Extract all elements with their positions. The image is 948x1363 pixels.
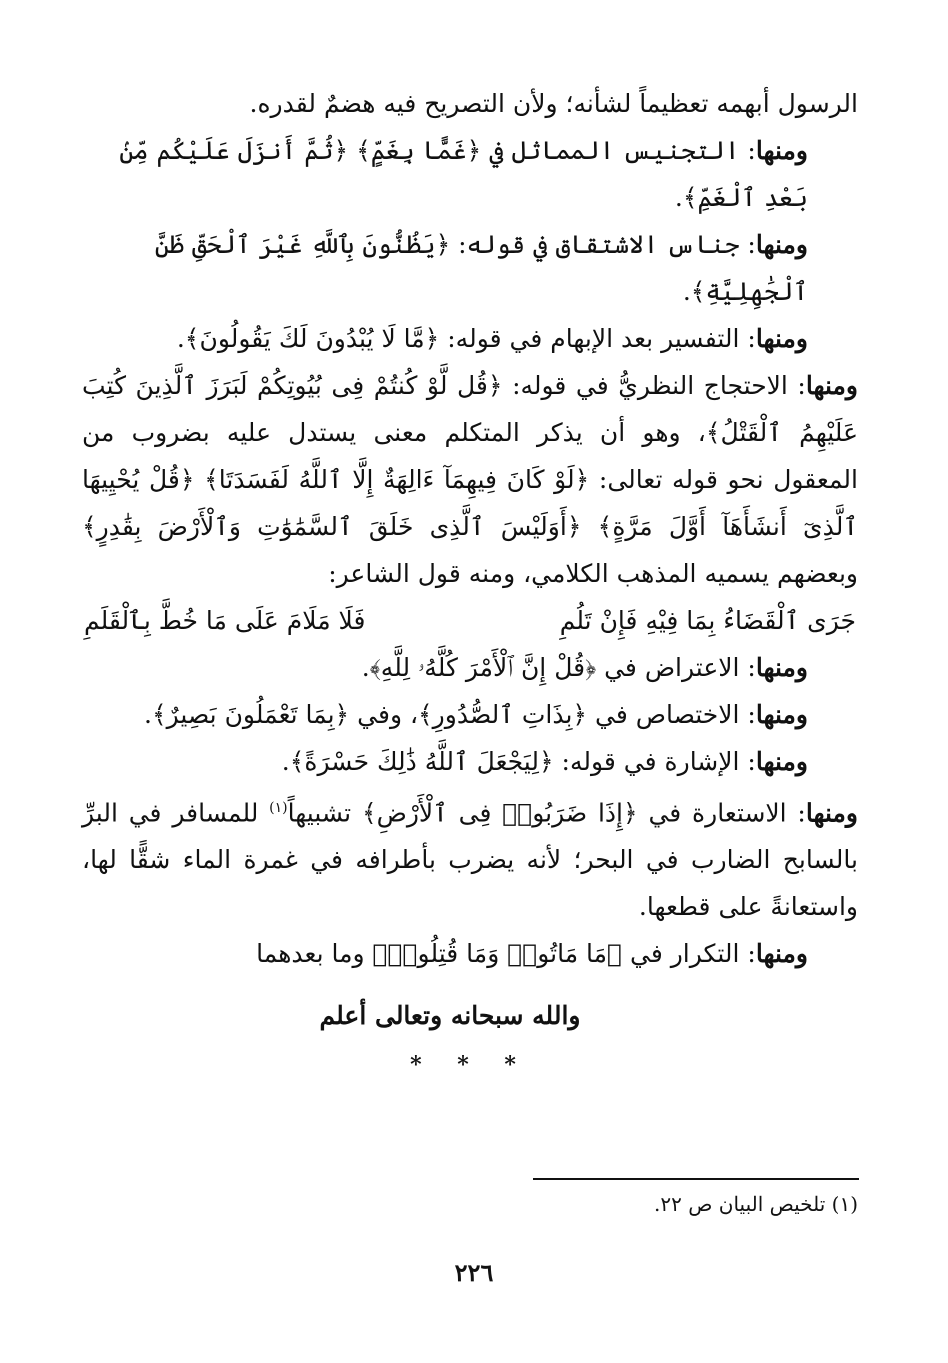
item-tajnis: ومنها: التجنيس المماثل في ﴿غَمًّا بِغَمٍّ﴾ ﴿ثُمَّ أَنزَلَ عَلَيْكُم مِّنۢ بَعْدِ ٱلْغَمِّ﴾. — [119, 136, 808, 212]
footnote-marker: (١) — [269, 800, 288, 816]
page-number: ٢٢٦ — [454, 1258, 494, 1287]
item-text: التكرار في ﴿مَا مَاتُوا۟ وَمَا قُتِلُوا۟﴾ وما بعدهما — [256, 939, 740, 969]
item-lead: ومنها — [755, 230, 808, 259]
item-lead: ومنها — [755, 136, 808, 165]
item-ishara: ومنها: الإشارة في قوله: ﴿لِيَجْعَلَ ٱللَّهُ ذَٰلِكَ حَسْرَةً﴾. — [281, 747, 808, 776]
item-text: الإشارة في قوله: ﴿لِيَجْعَلَ ٱللَّهُ ذَٰلِكَ حَسْرَةً﴾. — [281, 747, 740, 776]
item-text: جناس الاشتقاق في قوله: ﴿يَظُنُّونَ بِٱللَّهِ غَيْرَ ٱلْحَقِّ ظَنَّ ٱلْجَٰهِلِيَّةِ﴾. — [154, 230, 808, 306]
item-ihtijaj: ومنها: الاحتجاج النظريُّ في قوله: ﴿قُل لَّوْ كُنتُمْ فِى بُيُوتِكُمْ لَبَرَزَ ٱلَّذِينَ كُتِبَ عَلَيْهِمُ ٱلْقَتْلُ﴾، وهو أن يذكر المتكلم معنى يستدل عليه بضروب من المعقول نحو قوله تعالى: ﴿لَوْ كَانَ فِيهِمَآ ءَالِهَةٌ إِلَّا ٱللَّهُ لَفَسَدَتَا﴾ ﴿قُلْ يُحْيِيهَا ٱلَّذِىٓ أَنشَأَهَآ أَوَّلَ مَرَّةٍ﴾ ﴿أَوَلَيْسَ ٱلَّذِى خَلَقَ ٱلسَّمَٰوَٰتِ وَٱلْأَرْضَ بِقَٰدِرٍ﴾ وبعضهم يسميه المذهب الكلامي، ومنه قول الشاعر: — [82, 371, 858, 588]
item-istiara: ومنها: الاستعارة في ﴿إِذَا ضَرَبُوا۟ فِى ٱلْأَرْضِ﴾ تشبيهاً$^{(١)}$ للمسافر في البرِّ بالسابح الضارب في البحر؛ لأنه يضرب بأطرافه في غمرة الماء شقًّا لها، واستعانةً على قطعها. — [82, 798, 859, 922]
closing-line: والله سبحانه وتعالى أعلم — [319, 1001, 581, 1031]
footnote: (١) تلخيص البيان ص ٢٢. — [654, 1192, 858, 1216]
item-text: الاعتراض في ﴿قُلْ إِنَّ ٱلْأَمْرَ كُلَّهُۥ لِلَّهِ﴾. — [361, 653, 740, 682]
item-lead: ومنها — [755, 700, 808, 729]
item-lead: ومنها — [805, 798, 859, 828]
item-text: الاستعارة في ﴿إِذَا ضَرَبُوا۟ فِى ٱلْأَرْضِ﴾ تشبيهاً — [287, 798, 787, 828]
item-lead: ومنها — [755, 747, 808, 776]
item-tafsir: ومنها: التفسير بعد الإبهام في قوله: ﴿مَّا لَا يُبْدُونَ لَكَ يَقُولُونَ﴾. — [176, 324, 808, 353]
item-text: التجنيس المماثل في ﴿غَمًّا بِغَمٍّ﴾ ﴿ثُمَّ أَنزَلَ عَلَيْكُم مِّنۢ بَعْدِ ٱلْغَمِّ﴾. — [119, 136, 808, 212]
poem-first-hemistich: جَرَى ٱلْقَضَاءُ بِمَا فِيْهِ فَإِنْ تَلُمِ — [559, 606, 856, 635]
item-lead: ومنها — [755, 653, 808, 682]
item-text-cont: للمسافر في البرِّ بالسابح الضارب في البحر؛ لأنه يضرب بأطرافه في غمرة الماء شقًّا لها، واستعانةً على قطعها. — [82, 798, 858, 922]
poem-second-hemistich: فَلَا مَلَامَ عَلَى مَا خُطَّ بِٱلْقَلَمِ — [84, 606, 366, 635]
section-separator: * * * — [410, 1052, 530, 1079]
poem-verse — [82, 597, 858, 644]
item-text: الاحتجاج النظريُّ في قوله: ﴿قُل لَّوْ كُنتُمْ فِى بُيُوتِكُمْ لَبَرَزَ ٱلَّذِينَ كُتِبَ عَلَيْهِمُ ٱلْقَتْلُ﴾، وهو أن يذكر المتكلم معنى يستدل عليه بضروب من المعقول نحو قوله تعالى: ﴿لَوْ كَانَ فِيهِمَآ ءَالِهَةٌ إِلَّا ٱللَّهُ لَفَسَدَتَا﴾ ﴿قُلْ يُحْيِيهَا ٱلَّذِىٓ أَنشَأَهَآ أَوَّلَ مَرَّةٍ﴾ ﴿أَوَلَيْسَ ٱلَّذِى خَلَقَ ٱلسَّمَٰوَٰتِ وَٱلْأَرْضَ بِقَٰدِرٍ﴾ وبعضهم يسميه المذهب الكلامي، ومنه قول الشاعر: — [82, 371, 858, 588]
item-takrar: ومنها: التكرار في ﴿مَا مَاتُوا۟ وَمَا قُتِلُوا۟﴾ وما بعدهما — [256, 939, 808, 969]
item-ikhtisas: ومنها: الاختصاص في ﴿بِذَاتِ ٱلصُّدُورِ﴾، وفي ﴿بِمَا تَعْمَلُونَ بَصِيرٌ﴾. — [144, 700, 808, 729]
item-lead: ومنها — [755, 939, 808, 969]
page-body — [82, 80, 858, 1078]
paragraph-continuation: الرسول أبهمه تعظيماً لشأنه؛ ولأن التصريح فيه هضمٌ لقدره. — [249, 89, 858, 118]
item-itirad: ومنها: الاعتراض في ﴿قُلْ إِنَّ ٱلْأَمْرَ كُلَّهُۥ لِلَّهِ﴾. — [361, 653, 808, 682]
item-lead: ومنها — [805, 371, 858, 400]
item-jinas: ومنها: جناس الاشتقاق في قوله: ﴿يَظُنُّونَ بِٱللَّهِ غَيْرَ ٱلْحَقِّ ظَنَّ ٱلْجَٰهِلِيَّةِ﴾. — [154, 230, 808, 306]
item-text: التفسير بعد الإبهام في قوله: ﴿مَّا لَا يُبْدُونَ لَكَ يَقُولُونَ﴾. — [176, 324, 740, 353]
item-text: الاختصاص في ﴿بِذَاتِ ٱلصُّدُورِ﴾، وفي ﴿بِمَا تَعْمَلُونَ بَصِيرٌ﴾. — [144, 700, 740, 729]
item-lead: ومنها — [755, 324, 808, 353]
footnote-rule — [533, 1178, 859, 1180]
